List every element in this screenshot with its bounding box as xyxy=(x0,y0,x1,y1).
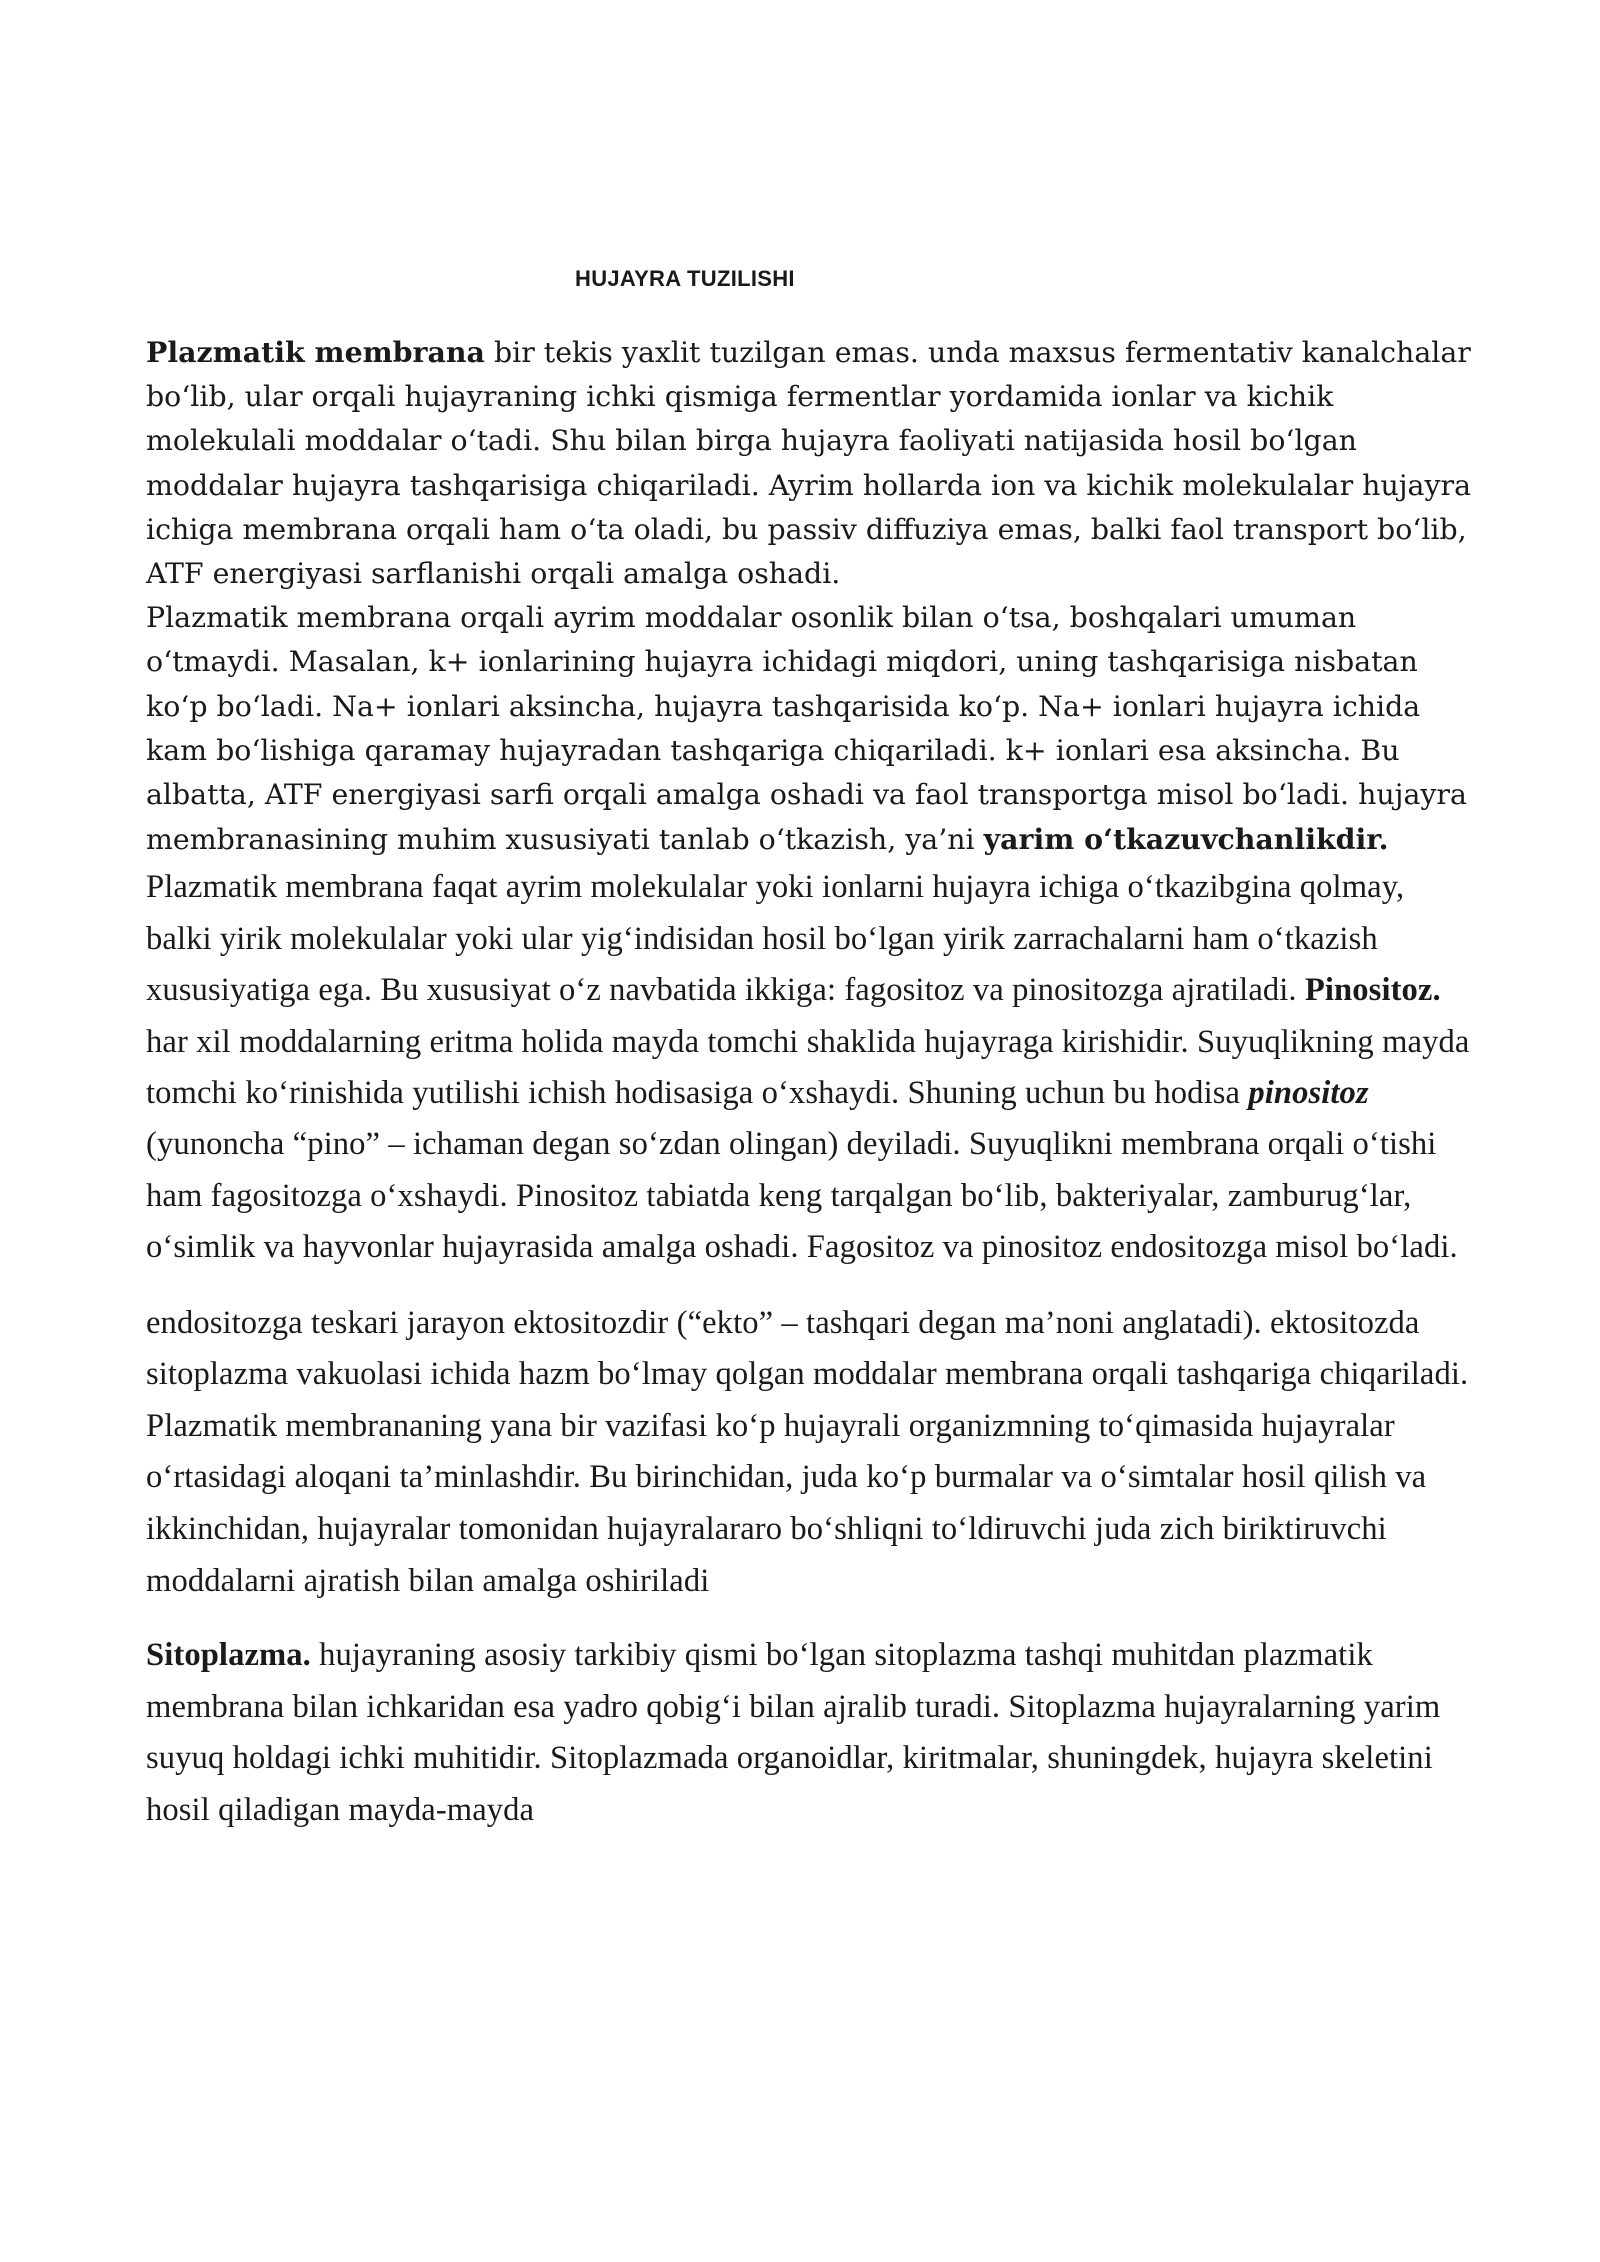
paragraph-sitoplazma xyxy=(146,1630,1476,1836)
document-body xyxy=(146,330,1476,1837)
term-sitoplazma: Sitoplazma. xyxy=(146,1637,311,1674)
paragraph-text: Plazmatik membrana faqat ayrim molekulalar yoki ionlarni hujayra ichiga o‘tkazibgina qolmay, balki yirik molekulalar yoki ular yig‘indisidan hosil bo‘lgan yirik zarrachalarni ham o‘tkazish xususiyatiga ega. Bu xususiyat o‘z navbatida ikkiga: fagositoz va pinositozga ajratiladi. xyxy=(146,869,1405,1009)
document-title: HUJAYRA TUZILISHI xyxy=(575,266,795,291)
paragraph-text: hujayraning asosiy tarkibiy qismi bo‘lgan sitoplazma tashqi muhitdan plazmatik membrana bilan ichkaridan esa yadro qobig‘i bilan ajralib turadi. Sitoplazma hujayralarning yarim suyuq holdagi ichki muhitidir. Sitoplazmada organoidlar, kiritmalar, shuningdek, hujayra skeletini hosil qiladigan mayda-mayda xyxy=(146,1637,1441,1829)
paragraph-text: har xil moddalarning eritma holida mayda tomchi shaklida hujayraga kirishidir. Suyuqlikning mayda tomchi ko‘rinishida yutilishi ichish hodisasiga o‘xshaydi. Shuning uchun bu hodisa xyxy=(146,1023,1470,1112)
term-pinositoz: Pinositoz. xyxy=(1304,972,1441,1009)
paragraph-ion-transport xyxy=(146,596,1476,862)
paragraph-text: endositozga teskari jarayon ektositozdir (“ekto” – tashqari degan ma’noni anglatadi). ektositozda sitoplazma vakuolasi ichida hazm bo‘lmay qolgan moddalar membrana orqali tashqariga chiqariladi. Plazmatik membrananing yana bir vazifasi ko‘p hujayrali organizmning to‘qimasida hujayralar o‘rtasidagi aloqani ta’minlashdir. Bu birinchidan, juda ko‘p burmalar va o‘simtalar hosil qilish va ikkinchidan, hujayralar tomonidan hujayralararo bo‘shliqni to‘ldiruvchi juda zich biriktiruvchi moddalarni ajratish bilan amalga oshiriladi xyxy=(146,1304,1469,1599)
paragraph-plazmatik-membrana xyxy=(146,330,1476,596)
paragraph-ektositoz xyxy=(146,1298,1476,1608)
paragraph-pinositoz xyxy=(146,862,1476,1273)
term-yarim-otkazuvchanlik: yarim o‘tkazuvchanlikdir. xyxy=(983,822,1389,857)
term-plazmatik-membrana: Plazmatik membrana xyxy=(146,335,485,369)
paragraph-text: Plazmatik membrana orqali ayrim moddalar osonlik bilan o‘tsa, boshqalari umuman o‘tmaydi. Masalan, k+ ionlarining hujayra ichidagi miqdori, uning tashqarisiga nisbatan ko‘p bo‘ladi. Na+ ionlari aksincha, hujayra tashqarisida ko‘p. Na+ ionlari hujayra ichida kam bo‘lishiga qaramay hujayradan tashqariga chiqariladi. k+ ionlari esa aksincha. Bu albatta, ATF energiyasi sarfi orqali amalga oshadi va faol transportga misol bo‘ladi. hujayra membranasining muhim xususiyati tanlab o‘tkazish, ya’ni xyxy=(146,601,1467,857)
paragraph-text: bir tekis yaxlit tuzilgan emas. unda maxsus fermentativ kanalchalar bo‘lib, ular orqali hujayraning ichki qismiga fermentlar yordamida ionlar va kichik molekulali moddalar o‘tadi. Shu bilan birga hujayra faoliyati natijasida hosil bo‘lgan moddalar hujayra tashqarisiga chiqariladi. Ayrim hollarda ion va kichik molekulalar hujayra ichiga membrana orqali ham o‘ta oladi, bu passiv diffuziya emas, balki faol transport bo‘lib, ATF energiyasi sarflanishi orqali amalga oshadi. xyxy=(146,336,1472,591)
term-pinositoz-italic: pinositoz xyxy=(1248,1075,1369,1112)
paragraph-text: (yunoncha “pino” – ichaman degan so‘zdan olingan) deyiladi. Suyuqlikni membrana orqali o‘tishi ham fagositozga o‘xshaydi. Pinositoz tabiatda keng tarqalgan bo‘lib, bakteriyalar, zamburug‘lar, o‘simlik va hayvonlar hujayrasida amalga oshadi. Fagositoz va pinositoz endositozga misol bo‘ladi. xyxy=(146,1126,1458,1266)
